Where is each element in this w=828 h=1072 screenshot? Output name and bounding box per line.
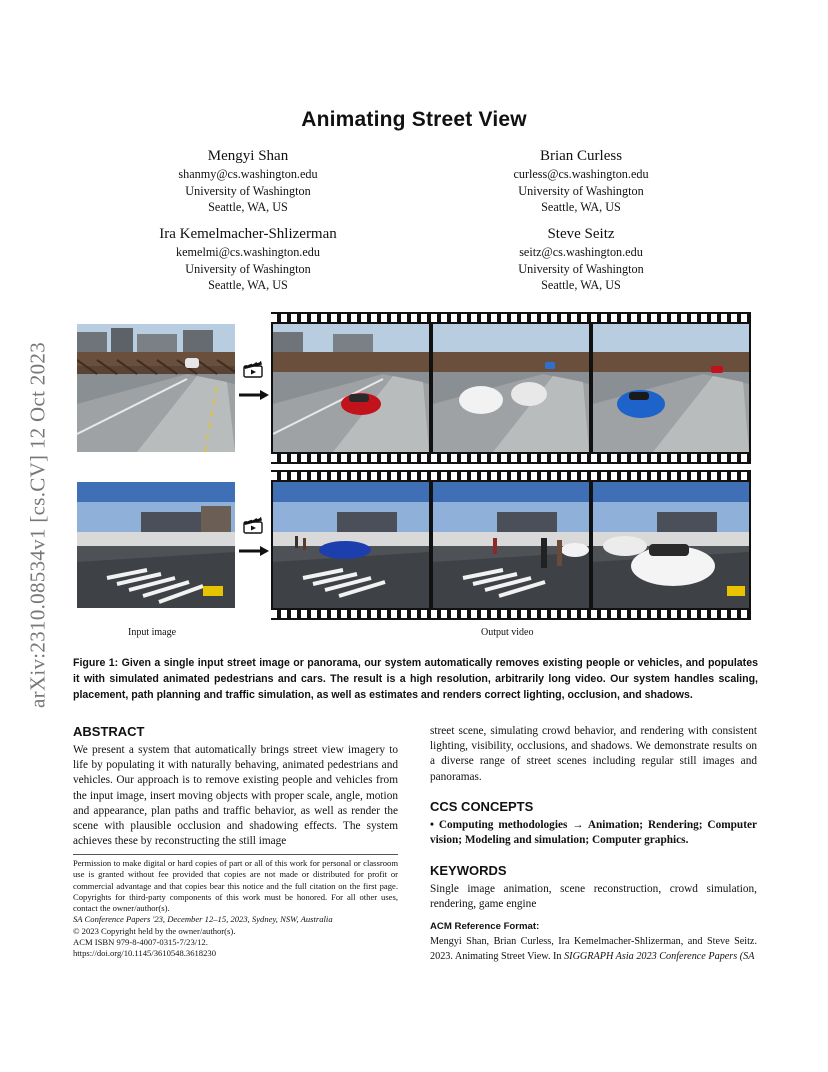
author-name: Steve Seitz <box>547 226 615 242</box>
doi-link[interactable]: https://doi.org/10.1145/3610548.3618230 <box>73 948 216 959</box>
right-arrow-icon <box>239 387 269 405</box>
video-clapper-icon <box>243 360 263 383</box>
video-frame <box>593 324 749 452</box>
footnote-divider <box>73 854 398 855</box>
isbn: ACM ISBN 979-8-4007-0315-7/23/12. <box>73 937 208 948</box>
author-block-2 <box>451 146 711 216</box>
input-image-crosswalk <box>77 482 235 608</box>
permission-block <box>73 858 398 960</box>
author-email: curless@cs.washington.edu <box>513 167 649 181</box>
figure-caption: Figure 1: Given a single input street image or panorama, our system automatically removes existing people or vehicles, and populates it with simulated animated pedestrians and cars. The result is a high resolution, arbitrarily long video. Our system handles scaling, placement, path planning and traffic simulation, as well as estimates and renders correct lighting, occlusion, and shadows. <box>73 657 758 701</box>
video-frame <box>273 324 429 452</box>
right-arrow-icon <box>239 543 269 561</box>
video-frame <box>273 482 429 608</box>
input-image-bridge <box>77 324 235 452</box>
author-name: Ira Kemelmacher-Shlizerman <box>159 226 337 242</box>
output-filmstrip-bridge <box>271 312 751 464</box>
author-name: Mengyi Shan <box>207 148 289 164</box>
acm-ref-plain: Mengyi Shan, Brian Curless, Ira Kemelmacher-Shlizerman, and Steve Seitz. 2023. Animating Street View. In <box>430 936 757 962</box>
copyright-notice: © 2023 Copyright held by the owner/author(s). <box>73 925 236 936</box>
author-affiliation: University of Washington <box>185 261 311 276</box>
video-frame <box>433 482 589 608</box>
author-location: Seattle, WA, US <box>541 278 621 292</box>
author-email: seitz@cs.washington.edu <box>519 245 643 259</box>
permission-text: Permission to make digital or hard copies of part or all of this work for personal or classroom use is granted without fee provided that copies are not made or distributed for profit or commercial advantage and that copies bear this notice and the full citation on the first page. Copyrights for third-party components of this work must be honored. For all other uses, contact the owner/author(s). <box>73 858 398 914</box>
abstract-text-right: street scene, simulating crowd behavior, and rendering with consistent lighting, visibility, occlusions, and shadows. We demonstrate results on a diverse range of street scenes including regular still images and panoramas. <box>430 725 757 783</box>
keywords-text: Single image animation, scene reconstruction, crowd simulation, rendering, game engine <box>430 883 757 911</box>
author-name: Brian Curless <box>539 148 623 164</box>
video-frame <box>433 324 589 452</box>
author-location: Seattle, WA, US <box>541 200 621 214</box>
paper-title: Animating Street View <box>301 108 527 131</box>
abstract-heading: ABSTRACT <box>73 724 145 739</box>
author-affiliation: University of Washington <box>518 261 644 276</box>
author-affiliation: University of Washington <box>518 183 644 198</box>
video-clapper-icon <box>243 516 263 539</box>
input-image-label: Input image <box>128 627 177 638</box>
author-email: shanmy@cs.washington.edu <box>178 167 318 181</box>
acm-ref-heading: ACM Reference Format: <box>430 921 540 932</box>
ccs-heading: CCS CONCEPTS <box>430 799 534 814</box>
conference-info: SA Conference Papers '23, December 12–15, 2023, Sydney, NSW, Australia <box>73 914 333 925</box>
abstract-text-left: We present a system that automatically brings street view imagery to life by populating it with naturally behaving, animated pedestrians and vehicles. Our approach is to remove existing people and vehicles from the input image, insert moving objects with proper scale, angle, motion and appearance, plan paths and traffic behavior, as well as render the scene with plausible occlusion and shadowing effects. The system achieves these by reconstructing the still image <box>73 744 398 848</box>
author-location: Seattle, WA, US <box>208 200 288 214</box>
output-video-label: Output video <box>481 627 534 638</box>
author-block-3 <box>118 224 378 294</box>
acm-ref-text <box>430 935 757 964</box>
author-block-4 <box>451 224 711 294</box>
video-frame <box>593 482 749 608</box>
keywords-heading: KEYWORDS <box>430 863 507 878</box>
author-affiliation: University of Washington <box>185 183 311 198</box>
author-block-1 <box>118 146 378 216</box>
author-email: kemelmi@cs.washington.edu <box>176 245 320 259</box>
output-filmstrip-crosswalk <box>271 470 751 620</box>
arxiv-id: arXiv:2310.08534v1 [cs.CV] 12 Oct 2023 <box>25 341 50 709</box>
ccs-text: • Computing methodologies → Animation; Rendering; Computer vision; Modeling and simulation; Computer graphics. <box>430 819 757 847</box>
acm-ref-italic: SIGGRAPH Asia 2023 Conference Papers (SA <box>564 950 755 962</box>
arxiv-sidebar <box>22 290 54 760</box>
author-location: Seattle, WA, US <box>208 278 288 292</box>
